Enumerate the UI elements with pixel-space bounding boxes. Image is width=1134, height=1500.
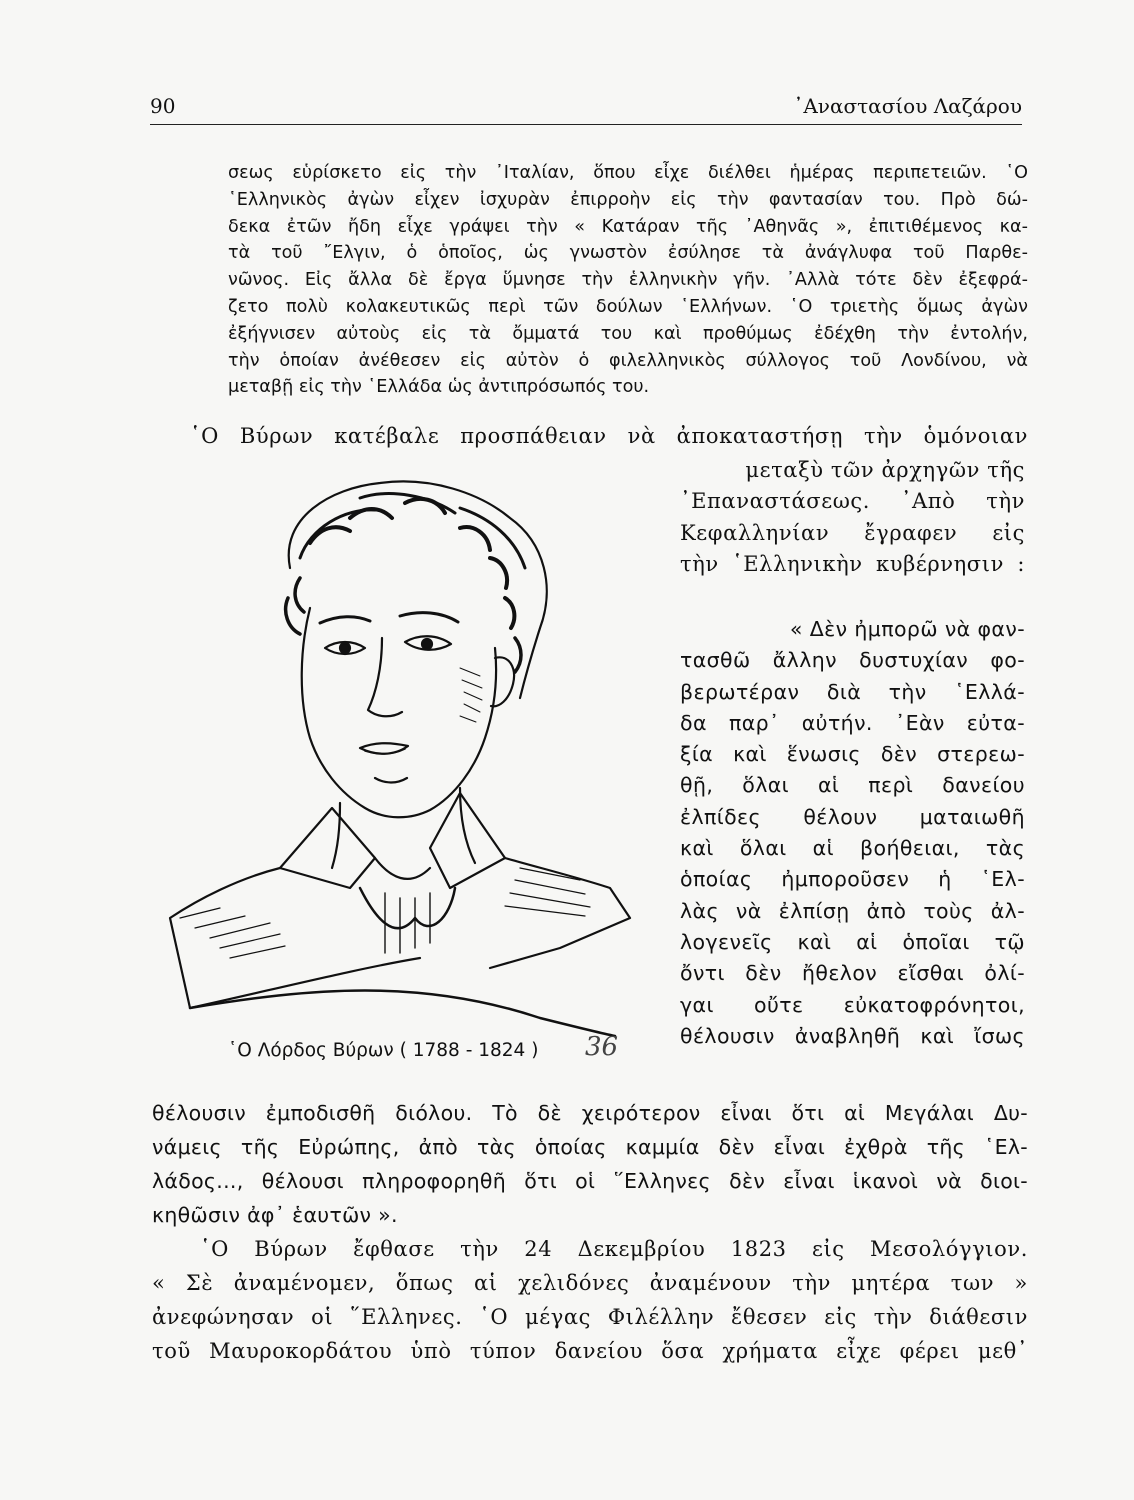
byron-quote [680,614,1025,1052]
page-number: 90 [150,94,176,118]
text-line: καὶ ὅλαι αἱ βοήθειαι, τὰς [680,836,1025,861]
text-line: τὰ τοῦ ῎Ελγιν, ὁ ὁποῖος, ὡς γνωστὸν ἐσύλησε τὰ ἀνάγλυφα τοῦ Παρθε- [228,243,1028,264]
text-line: κηθῶσιν ἀφ᾿ ἑαυτῶν ». [152,1203,398,1227]
text-line: ἐλπίδες θέλουν ματαιωθῆ [680,804,1025,829]
header-rule [150,124,1022,125]
text-line: νάμεις τῆς Εὐρώπης, ἀπὸ τὰς ὁποίας καμμία δὲν εἶναι ἐχθρὰ τῆς ῾Ελ- [152,1135,1028,1159]
text-line: ξία καὶ ἕνωσις δὲν στερεω- [680,742,1025,767]
running-title: ᾿Αναστασίου Λαζάρου [793,94,1022,118]
text-line: ἀνεφώνησαν οἱ ῞Ελληνες. ῾Ο μέγας Φιλέλλην ἔθεσεν εἰς τὴν διάθεσιν [152,1305,1028,1329]
paragraph-1 [228,160,1028,401]
byron-portrait-image [160,448,665,1038]
text-line: δα παρ᾿ αὐτήν. ᾿Εὰν εὐτα- [680,710,1025,735]
text-line: σεως εὑρίσκετο εἰς τὴν ᾿Ιταλίαν, ὅπου εἶχε διέλθει ἡμέρας περιπετειῶν. ῾Ο [228,163,1028,183]
text-line: θέλουσιν ἐμποδισθῆ διόλου. Τὸ δὲ χειρότερον εἶναι ὅτι αἱ Μεγάλαι Δυ- [152,1101,1028,1125]
text-line: « Δὲν ἠμπορῶ νὰ φαν- [789,617,1025,641]
text-line: μεταξὺ τῶν ἀρχηγῶν τῆς [745,458,1025,482]
running-header [150,88,1022,118]
text-line: τασθῶ ἄλλην δυστυχίαν φο- [680,648,1025,673]
text-line: ὁποίας ἠμποροῦσεν ἡ ῾Ελ- [680,867,1025,892]
text-line: « Σὲ ἀναμένομεν, ὅπως αἱ χελιδόνες ἀναμένουν τὴν μητέρα των » [152,1271,1028,1295]
portrait-caption: ῾Ο Λόρδος Βύρων ( 1788 - 1824 ) [228,1040,539,1061]
text-line: γαι οὔτε εὐκατοφρόνητοι, [680,992,1025,1017]
text-line: λάδος..., θέλουσι πληροφορηθῆ ὅτι οἱ ῞Ελληνες δὲν εἶναι ἱκανοὶ νὰ διοι- [152,1169,1028,1193]
text-line: τοῦ Μαυροκορδάτου ὑπὸ τύπον δανείου ὅσα χρήματα εἶχε φέρει μεθ᾿ [152,1339,1028,1363]
text-line: ῾Ο Βύρων ἔφθασε τὴν 24 Δεκεμβρίου 1823 εἰς Μεσολόγγιον. [200,1237,1028,1261]
text-line: θῇ, ὅλαι αἱ περὶ δανείου [680,773,1025,798]
text-line: δεκα ἐτῶν ἤδη εἶχε γράψει τὴν « Κατάραν τῆς ᾿Αθηνᾶς », ἐπιτιθέμενος κα- [228,216,1028,237]
text-line: ῾Ελληνικὸς ἀγὼν εἶχεν ἰσχυρὰν ἐπιρροὴν εἰς τὴν φαντασίαν του. Πρὸ δώ- [228,189,1028,210]
paragraph-2-first-line: ῾Ο Βύρων κατέβαλε προσπάθειαν νὰ ἀποκαταστήσῃ τὴν ὁμόνοιαν [190,424,1028,448]
text-line: θέλουσιν ἀναβληθῆ καὶ ἴσως [680,1023,1025,1048]
text-line: ὄντι δὲν ἤθελον εἴσθαι ὀλί- [680,961,1025,986]
text-line: τὴν ὁποίαν ἀνέθεσεν εἰς αὐτὸν ὁ φιλελληνικὸς σύλλογος τοῦ Λονδίνου, νὰ [228,350,1028,371]
text-line: Κεφαλληνίαν ἔγραφεν εἰς [680,520,1025,545]
text-line: μεταβῇ εἰς τὴν ῾Ελλάδα ὡς ἀντιπρόσωπός του. [228,377,650,398]
text-line: νῶνος. Εἰς ἄλλα δὲ ἔργα ὕμνησε τὴν ἑλληνικὴν γῆν. ᾿Αλλὰ τότε δὲν ἐξεφρά- [228,270,1028,291]
quote-continuation [152,1096,1028,1232]
right-column-text [680,455,1025,580]
text-line: ᾿Επαναστάσεως. ᾿Απὸ τὴν [680,489,1025,514]
paragraph-3 [152,1232,1028,1368]
text-line: ζετο πολὺ κολακευτικῶς περὶ τῶν δούλων ῾Ελλήνων. ῾Ο τριετὴς ὅμως ἀγὼν [228,296,1028,317]
handwritten-number: 36 [585,1032,619,1062]
text-line: ἐξήγνισεν αὐτοὺς εἰς τὰ ὄμματά του καὶ προθύμως ἐδέχθη τὴν ἐντολήν, [228,323,1028,344]
text-line: λογενεῖς καὶ αἱ ὁποῖαι τῷ [680,929,1025,954]
text-line: λὰς νὰ ἐλπίσῃ ἀπὸ τοὺς ἀλ- [680,898,1025,923]
text-line: τὴν ῾Ελληνικὴν κυβέρνησιν : [680,551,1025,576]
text-line: βερωτέραν διὰ τὴν ῾Ελλά- [680,679,1025,704]
